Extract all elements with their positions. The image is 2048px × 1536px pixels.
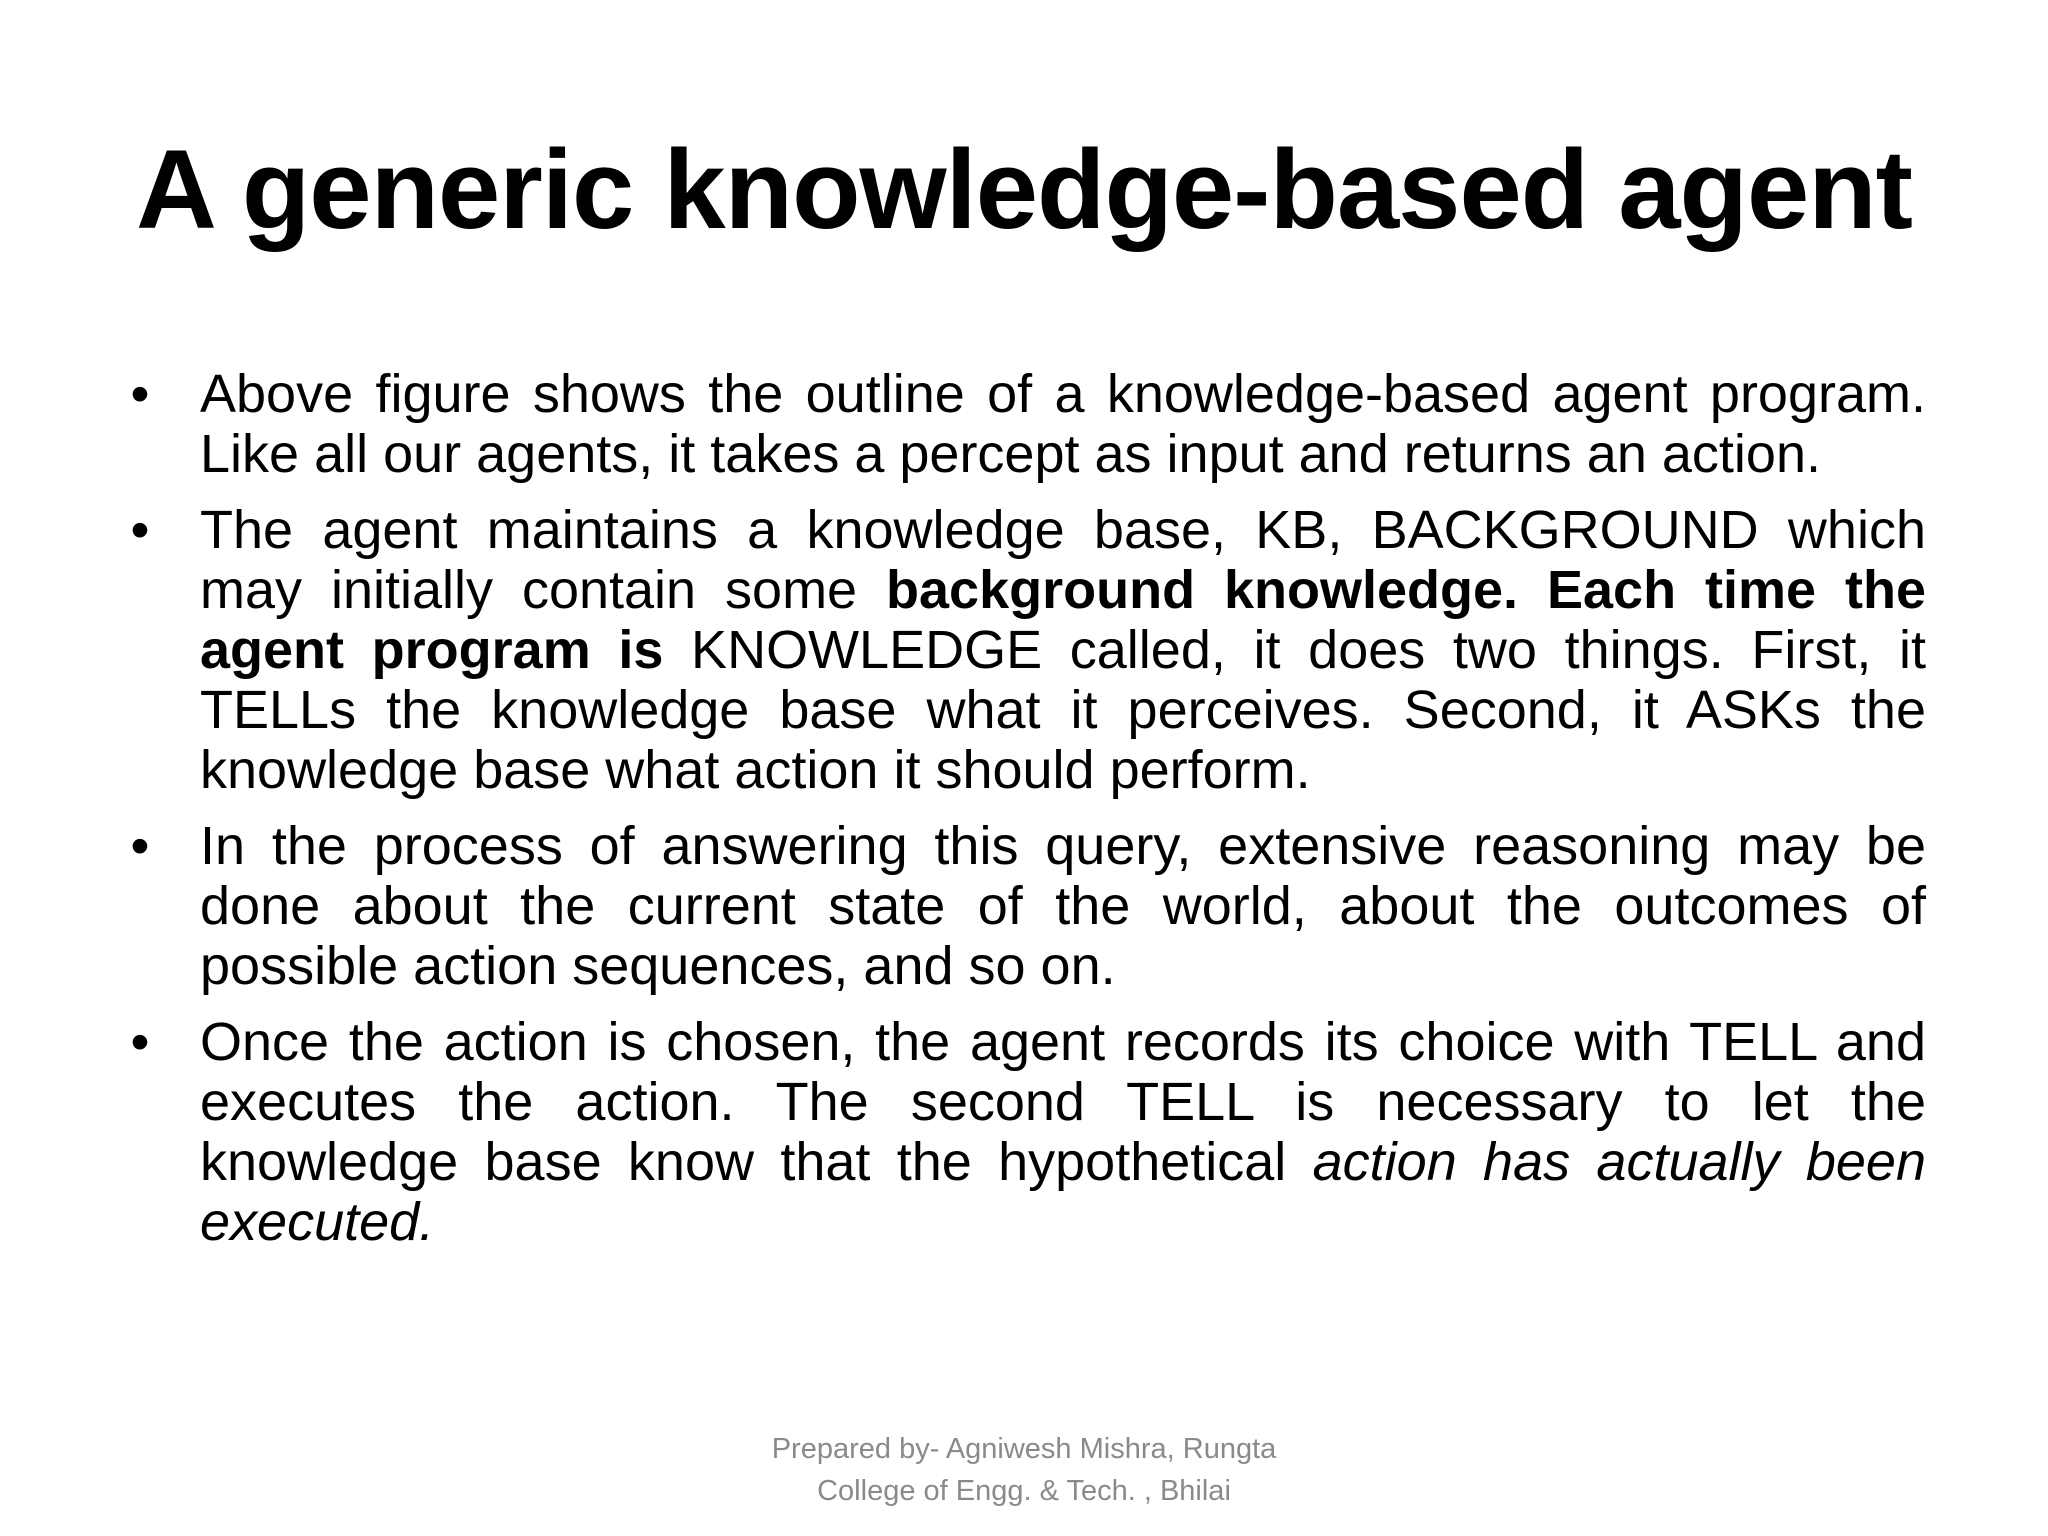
bullet-text: KNOWLEDGE called, it does two things. First, it TELLs the knowledge base what it perceives. Second, it ASKs the knowledge base what action it should perform. (200, 620, 1927, 800)
bullet-item (130, 1012, 1926, 1252)
bullet-text: In the process of answering this query, extensive reasoning may be done about the current state of the world, about the outcomes of possible action sequences, and so on. (200, 816, 1926, 996)
bullet-italic-text: action has actually been executed. (200, 1132, 1926, 1252)
bullet-dot-icon: • (130, 1012, 150, 1072)
bullet-dot-icon: • (130, 816, 150, 876)
bullet-text: Once the action is chosen, the agent records its choice with TELL and executes the action. The second TELL is necessary to let the knowledge base know that the hypothetical (200, 1012, 1926, 1192)
bullet-text: The agent maintains a knowledge base, KB, BACKGROUND which may initially contain some (200, 500, 1926, 620)
footer-line: College of Engg. & Tech. , Bhilai (817, 1475, 1231, 1507)
slide-title: A generic knowledge-based agent (136, 127, 1912, 252)
bullet-dot-icon: • (130, 500, 150, 560)
slide-footer (700, 1428, 1348, 1512)
bullet-list (130, 364, 1927, 1268)
bullet-text: Above figure shows the outline of a knowledge-based agent program. Like all our agents, it takes a percept as input and returns an action. (200, 364, 1926, 484)
bullet-dot-icon: • (130, 364, 150, 424)
bullet-item (130, 364, 1926, 484)
footer-line: Prepared by- Agniwesh Mishra, Rungta (771, 1433, 1277, 1465)
bullet-item (130, 816, 1926, 996)
bullet-item (130, 500, 1927, 800)
bullet-bold-text: background knowledge. Each time the agent program is (200, 560, 1926, 680)
